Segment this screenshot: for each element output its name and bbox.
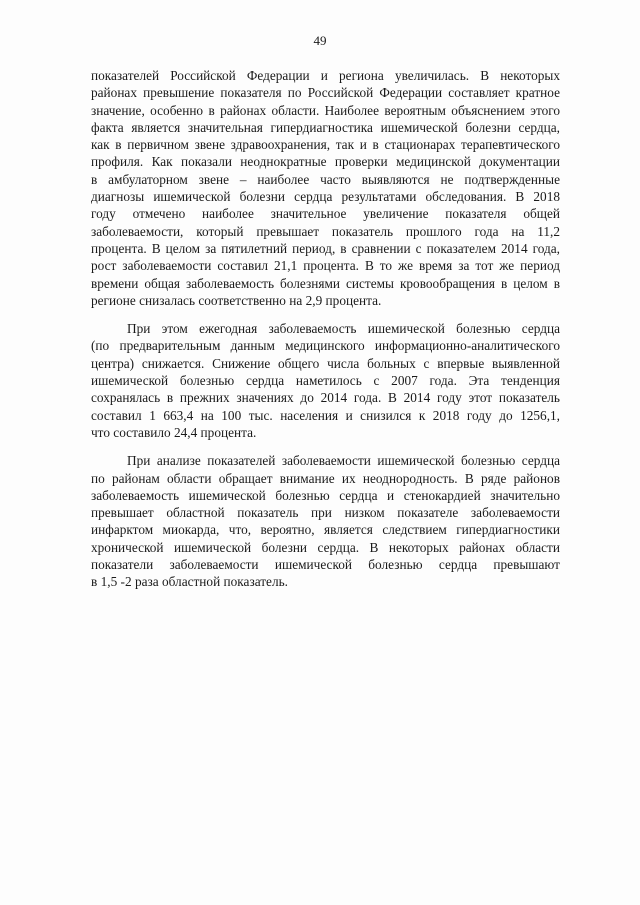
text-line: диагнозы ишемической болезни сердца результатами обследования. В 2018 bbox=[91, 189, 560, 205]
text-line: заболеваемости, который превышает показатель прошлого года на 11,2 bbox=[91, 223, 560, 239]
text-line: значение, особенно в районах области. Наиболее вероятным объяснением этого bbox=[91, 102, 560, 118]
text-line: (по предварительным данным медицинского информационно-аналитического bbox=[91, 338, 560, 354]
paragraph-1 bbox=[91, 67, 560, 309]
text-line: превышает областной показатель при низком показателе заболеваемости bbox=[91, 505, 560, 521]
text-line: При анализе показателей заболеваемости ишемической болезнью сердца bbox=[127, 453, 560, 469]
text-line: факта является значительная гипердиагностика ишемической болезни сердца, bbox=[91, 119, 560, 135]
text-line: времени общая заболеваемость болезнями системы кровообращения в целом в bbox=[91, 275, 560, 291]
text-line: в 1,5 -2 раза областной показатель. bbox=[91, 574, 288, 590]
text-line: по районам области обращает внимание их неоднородность. В ряде районов bbox=[91, 470, 560, 486]
body-text bbox=[91, 67, 560, 602]
text-line: центра) снижается. Снижение общего числа больных с впервые выявленной bbox=[91, 355, 560, 371]
text-line: показателей Российской Федерации и региона увеличилась. В некоторых bbox=[91, 68, 560, 83]
text-line: показатели заболеваемости ишемической болезнью сердца превышают bbox=[91, 557, 560, 573]
text-line: ишемической болезнью сердца наметилось с 2007 года. Эта тенденция bbox=[91, 373, 560, 389]
paragraph-2 bbox=[91, 320, 560, 441]
text-line: что составило 24,4 процента. bbox=[91, 424, 257, 440]
text-line: процента. В целом за пятилетний период, в сравнении с показателем 2014 года, bbox=[91, 240, 560, 256]
text-line: заболеваемость ишемической болезнью сердца и стенокардией значительно bbox=[91, 487, 560, 503]
text-line: составил 1 663,4 на 100 тыс. населения и снизился к 2018 году до 1256,1, bbox=[91, 407, 560, 423]
text-line: в амбулаторном звене – наиболее часто выявляются не подтвержденные bbox=[91, 171, 560, 187]
text-line: При этом ежегодная заболеваемость ишемической болезнью сердца bbox=[127, 321, 560, 337]
text-line: как в первичном звене здравоохранения, так и в стационарах терапевтического bbox=[91, 137, 560, 153]
text-line: рост заболеваемости составил 21,1 процента. В то же время за тот же период bbox=[91, 258, 560, 274]
text-line: районах превышение показателя по Российской Федерации составляет кратное bbox=[91, 85, 560, 101]
text-line: регионе снизалась соответственно на 2,9 процента. bbox=[91, 292, 382, 308]
text-line: профиля. Как показали неоднократные проверки медицинской документации bbox=[91, 154, 560, 170]
text-line: сохранялась в прежних значениях до 2014 года. В 2014 году этот показатель bbox=[91, 390, 560, 406]
page-number: 49 bbox=[313, 33, 327, 48]
text-line: хронической ишемической болезни сердца. В некоторых районах области bbox=[91, 539, 560, 555]
text-line: инфарктом миокарда, что, вероятно, является следствием гипердиагностики bbox=[91, 522, 560, 538]
text-line: году отмечено наиболее значительное увеличение показателя общей bbox=[91, 206, 560, 222]
paragraph-3 bbox=[91, 452, 560, 590]
